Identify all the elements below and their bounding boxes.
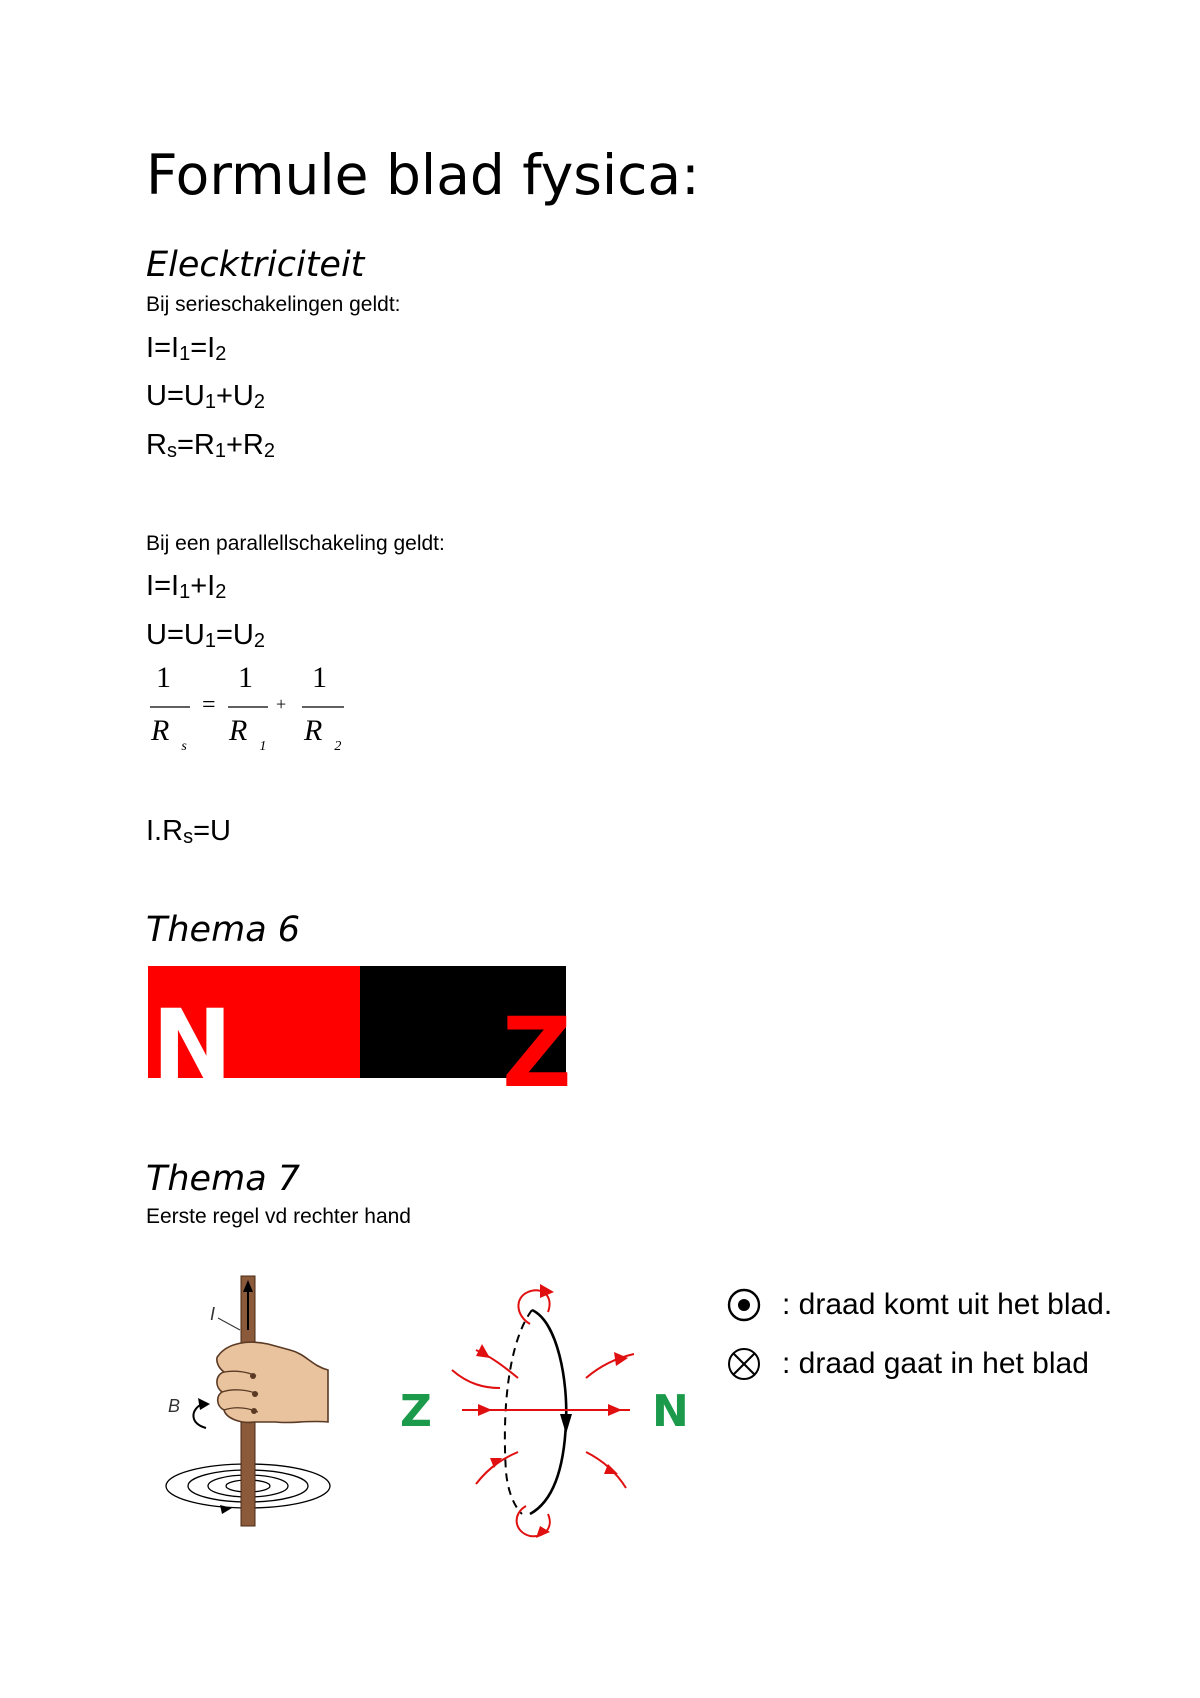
parallel-formula-current: $I=I_1+I_2$ bbox=[146, 570, 227, 603]
subscript: 2 bbox=[253, 391, 265, 413]
coil-left-pole-label: Z bbox=[400, 1386, 432, 1437]
field-label: B bbox=[168, 1396, 181, 1416]
subscript: 1 bbox=[179, 581, 191, 603]
subscript: 1 bbox=[204, 630, 216, 652]
section-heading-thema7: Thema 7 bbox=[146, 1159, 301, 1199]
page-title: Formule blad fysica: bbox=[146, 143, 700, 207]
subscript: 1 bbox=[214, 440, 226, 462]
fraction-denominator-3: R $_2$ bbox=[304, 714, 342, 754]
parallel-formula-voltage: $U=U_1=U_2$ bbox=[146, 619, 265, 652]
section-heading-electricity: Elecktriciteit bbox=[146, 245, 365, 285]
loop-front-solid bbox=[530, 1310, 566, 1514]
section-heading-thema6: Thema 6 bbox=[146, 910, 301, 950]
subscript: 2 bbox=[253, 630, 265, 652]
loop-back-dashed bbox=[505, 1310, 532, 1514]
magnet-south-label: Z bbox=[502, 997, 572, 1090]
hand-icon bbox=[217, 1342, 328, 1422]
subscript: 1 bbox=[204, 391, 216, 413]
current-label: I bbox=[210, 1304, 216, 1324]
cross-in-circle-icon bbox=[726, 1346, 762, 1382]
fraction-denominator-1: R $_s$ bbox=[151, 714, 187, 754]
bar-magnet-diagram bbox=[140, 960, 580, 1090]
legend-wire-out: : draad komt uit het blad. bbox=[782, 1288, 1113, 1321]
right-hand-rule-diagram bbox=[150, 1270, 350, 1530]
legend-wire-in: : draad gaat in het blad bbox=[782, 1347, 1089, 1380]
right-hand-rule-note: Eerste regel vd rechter hand bbox=[146, 1205, 411, 1228]
fraction-plus-sign: + bbox=[276, 694, 287, 714]
series-note: Bij serieschakelingen geldt: bbox=[146, 293, 401, 316]
series-formula-voltage: $U=U_1+U_2$ bbox=[146, 380, 265, 413]
subscript: 2 bbox=[215, 581, 227, 603]
fraction-equals-sign: = bbox=[202, 692, 216, 718]
loop-current-arrow bbox=[560, 1414, 572, 1434]
fraction-numerator-3: 1 bbox=[312, 661, 327, 694]
fraction-numerator-1: 1 bbox=[156, 661, 171, 694]
subscript: 2 bbox=[215, 343, 227, 365]
parallel-resistance-fraction-formula bbox=[140, 660, 360, 760]
coil-field-diagram bbox=[390, 1262, 700, 1552]
dot-in-circle-icon bbox=[726, 1287, 762, 1323]
subscript: s bbox=[183, 826, 194, 848]
subscript: 1 bbox=[179, 343, 191, 365]
fraction-numerator-2: 1 bbox=[238, 661, 253, 694]
parallel-note: Bij een parallellschakeling geldt: bbox=[146, 532, 445, 555]
ohm-formula: $I.R_s=U$ bbox=[146, 815, 231, 848]
series-formula-current: $I=I_1=I_2$ bbox=[146, 332, 227, 365]
magnet-north-label: N bbox=[152, 989, 233, 1090]
subscript: s bbox=[166, 440, 177, 462]
fraction-denominator-2: R $_1$ bbox=[229, 714, 267, 754]
coil-right-pole-label: N bbox=[652, 1386, 689, 1437]
subscript: 2 bbox=[263, 440, 275, 462]
series-formula-resistance: $R_s=R_1+R_2$ bbox=[146, 429, 275, 462]
